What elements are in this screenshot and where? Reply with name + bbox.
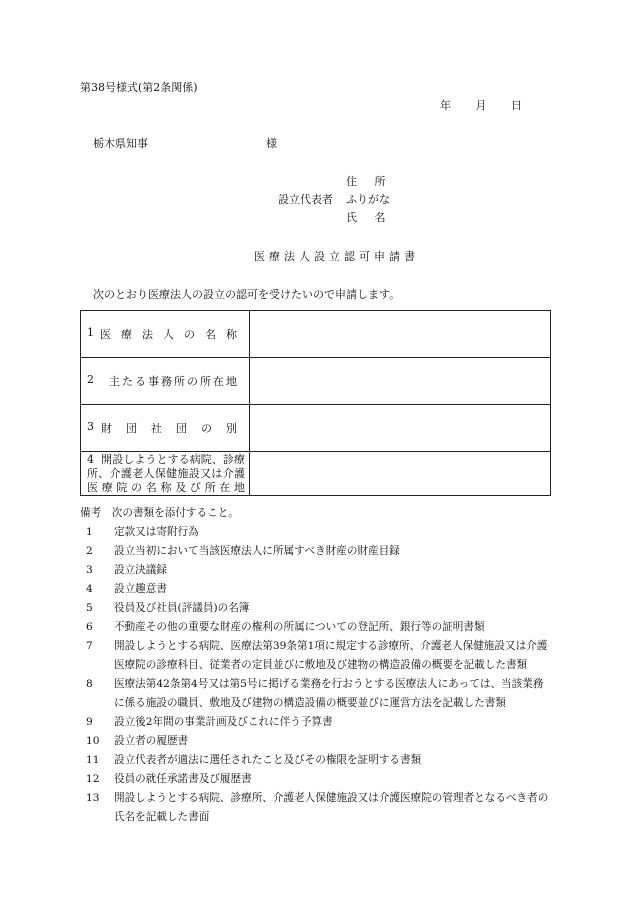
date-line bbox=[440, 99, 522, 113]
row-label-text: 財団社団の別 bbox=[101, 422, 251, 435]
note-text: 医療法第42条第4号又は第5号に掲げる業務を行おうとする医療法人にあっては、当該業務に係る施設の職員、敷地及び建物の構造設備の概要並びに運営方法を記載した書類 bbox=[114, 678, 544, 709]
applicant-field-name-text: 氏 名 bbox=[346, 211, 386, 224]
row-label-text: 開設しようとする病院、診療所、介護老人保健施設又は介護医療院の名称及び所在地 bbox=[87, 453, 245, 494]
note-text: 設立趣意書 bbox=[114, 583, 167, 595]
note-text: 役員の就任承諾書及び履歴書 bbox=[114, 773, 252, 785]
list-item bbox=[80, 751, 552, 770]
list-item bbox=[80, 618, 552, 637]
note-number: 5 bbox=[86, 602, 93, 614]
list-item bbox=[80, 523, 552, 542]
date-year: 年 bbox=[440, 99, 451, 112]
attachments-notes bbox=[80, 504, 552, 827]
note-text: 設立当初において当該医療法人に所属すべき財産の財産目録 bbox=[114, 545, 400, 557]
row-label-text: 医療法人の名称 bbox=[100, 328, 247, 341]
row-label bbox=[81, 373, 249, 389]
list-item bbox=[80, 732, 552, 751]
note-number: 8 bbox=[86, 678, 93, 690]
note-text: 設立者の履歴書 bbox=[114, 735, 189, 747]
row-label-cell bbox=[81, 452, 250, 496]
applicant-field-name bbox=[346, 211, 386, 225]
note-number: 3 bbox=[86, 564, 93, 576]
note-number: 12 bbox=[86, 773, 100, 785]
list-item bbox=[80, 675, 552, 713]
note-number: 9 bbox=[86, 716, 93, 728]
note-text: 設立後2年間の事業計画及びこれに伴う予算書 bbox=[114, 716, 333, 728]
applicant-field-address-text: 住 所 bbox=[346, 175, 386, 188]
note-text: 設立代表者が適法に選任されたこと及びその権限を証明する書類 bbox=[114, 754, 422, 766]
honorific: 様 bbox=[266, 137, 277, 150]
applicant-field-furigana: ふりがな bbox=[346, 193, 390, 206]
note-number: 7 bbox=[86, 640, 93, 652]
note-number: 13 bbox=[86, 792, 100, 804]
row-number: 2 bbox=[87, 373, 94, 386]
list-item bbox=[80, 770, 552, 789]
row-number: 1 bbox=[87, 326, 94, 339]
note-number: 1 bbox=[86, 526, 93, 538]
row-label bbox=[81, 452, 249, 495]
row-label-cell bbox=[81, 358, 250, 405]
list-item bbox=[80, 637, 552, 675]
table-row bbox=[81, 405, 551, 452]
row-value-cell[interactable] bbox=[250, 452, 551, 496]
row-label-cell bbox=[81, 311, 250, 358]
list-item bbox=[80, 599, 552, 618]
table-row bbox=[81, 311, 551, 358]
row-label-text: 主たる事務所の所在地 bbox=[109, 375, 239, 388]
intro-text: 次のとおり医療法人の設立の認可を受けたいので申請します。 bbox=[93, 288, 401, 301]
notes-header: 備考 次の書類を添付すること。 bbox=[80, 507, 239, 519]
note-text: 設立決議録 bbox=[114, 564, 167, 576]
date-day: 日 bbox=[511, 99, 522, 112]
note-number: 2 bbox=[86, 545, 93, 557]
applicant-label: 設立代表者 bbox=[278, 193, 333, 206]
note-number: 10 bbox=[86, 735, 100, 747]
row-value-cell[interactable] bbox=[250, 311, 551, 358]
table-row bbox=[81, 358, 551, 405]
list-item bbox=[80, 713, 552, 732]
row-number: 3 bbox=[87, 420, 94, 433]
list-item bbox=[80, 542, 552, 561]
list-item bbox=[80, 580, 552, 599]
note-text: 定款又は寄附行為 bbox=[114, 526, 199, 538]
list-item bbox=[80, 789, 552, 827]
row-value-cell[interactable] bbox=[250, 405, 551, 452]
applicant-field-address bbox=[346, 175, 394, 189]
date-month: 月 bbox=[475, 99, 487, 112]
list-item bbox=[80, 561, 552, 580]
row-label bbox=[81, 326, 249, 342]
row-label bbox=[81, 420, 249, 436]
note-number: 6 bbox=[86, 621, 93, 633]
note-text: 不動産その他の重要な財産の権利の所属についての登記所、銀行等の証明書類 bbox=[114, 621, 485, 633]
addressee: 栃木県知事 bbox=[93, 137, 148, 150]
application-table bbox=[80, 310, 551, 496]
note-number: 4 bbox=[86, 583, 93, 595]
row-label-cell bbox=[81, 405, 250, 452]
document-title: 医療法人設立認可申請書 bbox=[254, 250, 419, 263]
row-number: 4 bbox=[87, 453, 94, 466]
note-number: 11 bbox=[86, 754, 100, 766]
note-text: 開設しようとする病院、医療法第39条第1項に規定する診療所、介護老人保健施設又は介護医療院の診療科目、従業者の定員並びに敷地及び建物の構造設備の概要を記載した書類 bbox=[114, 640, 548, 671]
note-text: 役員及び社員(評議員)の名簿 bbox=[114, 602, 250, 614]
note-text: 開設しようとする病院、診療所、介護老人保健施設又は介護医療院の管理者となるべき者の氏名を記載した書面 bbox=[114, 792, 549, 823]
table-row bbox=[81, 452, 551, 496]
row-value-cell[interactable] bbox=[250, 358, 551, 405]
form-number: 第38号様式(第2条関係) bbox=[80, 81, 198, 94]
